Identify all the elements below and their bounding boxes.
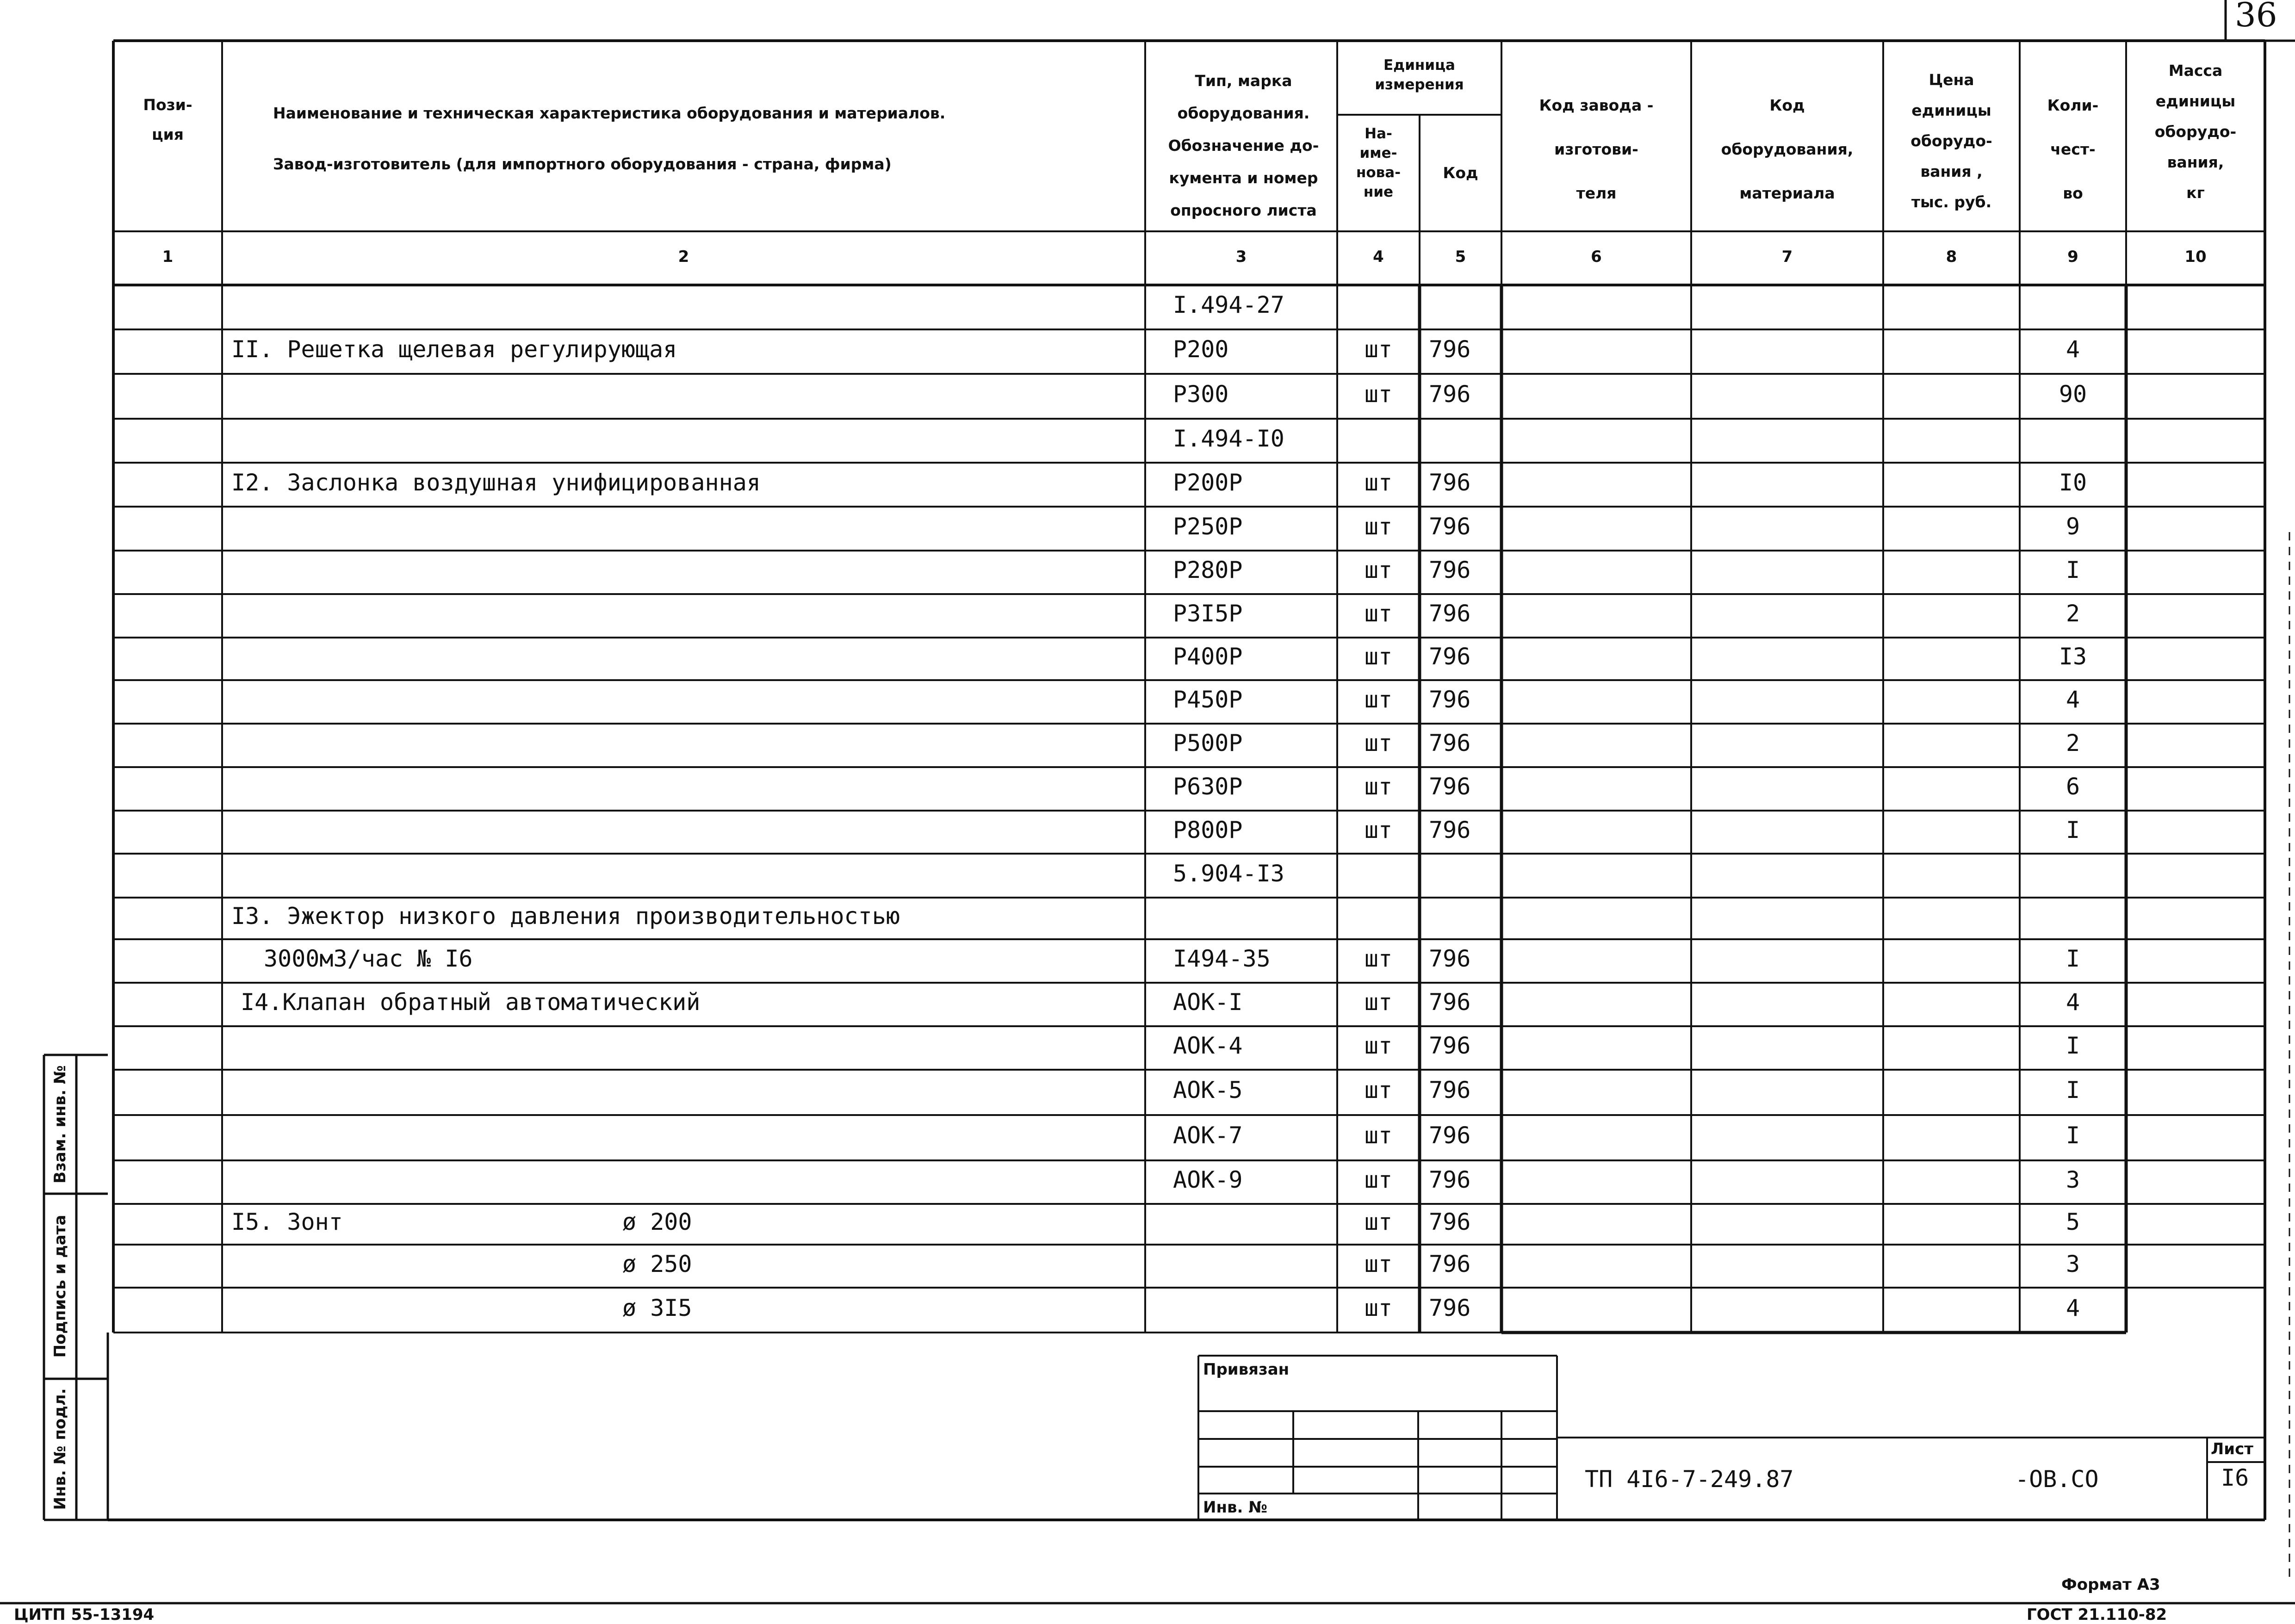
header-type <box>1152 65 1335 227</box>
header-text: Код завода - <box>1539 96 1654 114</box>
header-text: Наименование и техническая характеристика оборудования и материалов. <box>273 104 946 122</box>
item-unit: шт <box>1364 989 1393 1016</box>
item-quantity: 9 <box>2066 513 2080 540</box>
item-unit: шт <box>1364 730 1393 756</box>
item-name: I3. Эжектор низкого давления производительностью <box>231 903 900 930</box>
item-type: P3I5P <box>1173 600 1243 627</box>
item-unit: шт <box>1364 380 1393 408</box>
item-name: I5. Зонт <box>231 1209 343 1235</box>
header-text: оборудования. <box>1177 104 1310 122</box>
header-price <box>1883 65 2020 217</box>
header-material-code <box>1691 83 1883 215</box>
item-quantity: I0 <box>2059 469 2087 496</box>
item-type: P450P <box>1173 686 1243 713</box>
item-unit-code: 796 <box>1429 643 1471 670</box>
item-type: P200 <box>1173 336 1229 363</box>
header-text: теля <box>1576 184 1617 202</box>
item-type: P500P <box>1173 730 1243 756</box>
header-text: Коли- <box>2047 96 2099 114</box>
footer-right-code: ГОСТ 21.110-82 <box>2027 1605 2167 1624</box>
item-type: I494-35 <box>1173 945 1271 972</box>
column-number: 7 <box>1781 248 1793 266</box>
item-quantity: 3 <box>2066 1250 2080 1277</box>
header-text: Масса <box>2168 62 2223 80</box>
item-quantity: 5 <box>2066 1209 2080 1235</box>
item-name: I2. Заслонка воздушная унифицированная <box>231 469 761 496</box>
header-text: Обозначение до- <box>1168 136 1319 155</box>
header-quantity <box>2020 83 2126 215</box>
item-type: AOK-9 <box>1173 1166 1243 1193</box>
side-stamp-label: Взам. инв. № <box>51 1065 69 1184</box>
item-quantity: 4 <box>2066 989 2080 1016</box>
item-unit-code: 796 <box>1429 380 1471 408</box>
document-suffix: -OB.CO <box>2015 1466 2099 1493</box>
item-unit: шт <box>1364 600 1393 627</box>
column-number: 8 <box>1946 248 1957 266</box>
item-unit-code: 796 <box>1429 730 1471 756</box>
item-unit: шт <box>1364 1122 1393 1149</box>
item-unit-code: 796 <box>1429 945 1471 972</box>
item-unit: шт <box>1364 557 1393 583</box>
header-text: материала <box>1739 184 1835 202</box>
item-type: P250P <box>1173 513 1243 540</box>
header-text: единицы <box>1911 101 1991 119</box>
item-diameter: ø 250 <box>622 1250 692 1277</box>
item-quantity: I <box>2066 1122 2080 1149</box>
header-text: кумента и номер <box>1169 169 1318 187</box>
header-text: Код <box>1443 164 1478 182</box>
item-quantity: I3 <box>2059 643 2087 670</box>
item-type: 5.904-I3 <box>1173 860 1284 887</box>
header-text: кг <box>2186 184 2205 202</box>
item-name: I4.Клапан обратный автоматический <box>241 989 701 1016</box>
header-text: Цена <box>1929 71 1974 89</box>
item-name: II. Решетка щелевая регулирующая <box>231 336 677 363</box>
item-diameter: ø 200 <box>622 1209 692 1235</box>
item-unit-code: 796 <box>1429 336 1471 363</box>
item-unit: шт <box>1364 1250 1393 1277</box>
item-name: 3000м3/час № I6 <box>264 945 473 972</box>
item-unit-code: 796 <box>1429 773 1471 800</box>
item-quantity: 2 <box>2066 600 2080 627</box>
header-text: оборудования, <box>1721 140 1854 158</box>
header-text: во <box>2063 184 2083 202</box>
item-type: AOK-7 <box>1173 1122 1243 1149</box>
item-unit-code: 796 <box>1429 1122 1471 1149</box>
item-quantity: I <box>2066 816 2080 843</box>
item-unit: шт <box>1364 336 1393 363</box>
item-unit: шт <box>1364 469 1393 496</box>
header-text: изготови- <box>1554 140 1638 158</box>
item-unit-code: 796 <box>1429 1166 1471 1193</box>
item-unit-code: 796 <box>1429 1209 1471 1235</box>
header-text: Тип, марка <box>1195 72 1292 90</box>
footer-left-code: ЦИТП 55-13194 <box>14 1605 155 1624</box>
header-text: тыс. руб. <box>1911 193 1992 211</box>
header-mass <box>2126 56 2265 208</box>
item-quantity: 3 <box>2066 1166 2080 1193</box>
header-text: Код <box>1769 96 1805 114</box>
item-type: I.494-27 <box>1173 291 1284 318</box>
item-unit: шт <box>1364 773 1393 800</box>
header-unit-name <box>1337 124 1420 202</box>
item-quantity: 4 <box>2066 336 2080 363</box>
item-unit: шт <box>1364 1077 1393 1103</box>
item-unit: шт <box>1364 686 1393 713</box>
column-number: 4 <box>1373 248 1384 266</box>
header-text: Завод-изготовитель (для импортного оборудования - страна, фирма) <box>273 155 892 173</box>
item-quantity: 4 <box>2066 1294 2080 1321</box>
item-type: P800P <box>1173 816 1243 843</box>
item-quantity: 6 <box>2066 773 2080 800</box>
privyazan-label: Привязан <box>1203 1360 1290 1379</box>
item-unit: шт <box>1364 945 1393 972</box>
header-text: измерения <box>1375 76 1464 93</box>
header-text: чест- <box>2050 140 2096 158</box>
header-text: нова- <box>1356 164 1401 181</box>
item-quantity: 2 <box>2066 730 2080 756</box>
item-unit-code: 796 <box>1429 816 1471 843</box>
item-unit: шт <box>1364 643 1393 670</box>
item-unit-code: 796 <box>1429 1077 1471 1103</box>
header-text: оборудо- <box>1910 132 1992 150</box>
item-unit-code: 796 <box>1429 513 1471 540</box>
item-unit: шт <box>1364 1209 1393 1235</box>
item-unit: шт <box>1364 1032 1393 1059</box>
item-quantity: I <box>2066 945 2080 972</box>
document-code: ТП 4I6-7-249.87 <box>1585 1466 1794 1493</box>
item-unit: шт <box>1364 513 1393 540</box>
item-unit: шт <box>1364 1166 1393 1193</box>
header-text: вания, <box>2167 153 2224 171</box>
item-diameter: ø 3I5 <box>622 1294 692 1321</box>
header-text: оборудо- <box>2154 123 2237 141</box>
header-name <box>231 88 1180 190</box>
item-unit-code: 796 <box>1429 1294 1471 1321</box>
item-type: P400P <box>1173 643 1243 670</box>
item-type: P280P <box>1173 557 1243 583</box>
inv-no-label: Инв. № <box>1203 1498 1268 1517</box>
item-quantity: 90 <box>2059 380 2087 408</box>
header-text: име- <box>1359 145 1397 161</box>
item-type: I.494-I0 <box>1173 425 1284 452</box>
item-unit: шт <box>1364 1294 1393 1321</box>
item-type: AOK-5 <box>1173 1077 1243 1103</box>
column-number: 2 <box>678 248 689 266</box>
header-text: Пози- <box>143 96 192 114</box>
item-type: AOK-I <box>1173 989 1243 1016</box>
item-unit-code: 796 <box>1429 557 1471 583</box>
header-unit-group <box>1337 56 1501 94</box>
column-number: 3 <box>1235 248 1247 266</box>
column-number: 10 <box>2184 248 2207 266</box>
item-unit-code: 796 <box>1429 1032 1471 1059</box>
item-type: P630P <box>1173 773 1243 800</box>
item-unit-code: 796 <box>1429 469 1471 496</box>
format-label: Формат A3 <box>2061 1575 2160 1594</box>
side-stamp-label: Подпись и дата <box>51 1215 69 1358</box>
item-unit-code: 796 <box>1429 1250 1471 1277</box>
header-position <box>113 90 222 149</box>
column-number: 9 <box>2067 248 2078 266</box>
item-unit: шт <box>1364 816 1393 843</box>
header-text: На- <box>1365 125 1392 142</box>
list-number: I6 <box>2221 1464 2249 1491</box>
header-text: Единица <box>1383 57 1455 74</box>
sheet-corner-number: 36 <box>2235 0 2277 34</box>
column-number: 5 <box>1455 248 1466 266</box>
item-unit-code: 796 <box>1429 600 1471 627</box>
item-unit-code: 796 <box>1429 686 1471 713</box>
item-quantity: 4 <box>2066 686 2080 713</box>
header-unit-code <box>1420 158 1501 188</box>
column-number: 1 <box>162 248 174 266</box>
header-text: единицы <box>2155 92 2236 110</box>
header-text: ние <box>1363 184 1394 200</box>
item-quantity: I <box>2066 1077 2080 1103</box>
side-stamp-label: Инв. № подл. <box>51 1388 69 1510</box>
header-factory-code <box>1501 83 1691 215</box>
item-type: P200P <box>1173 469 1243 496</box>
item-quantity: I <box>2066 1032 2080 1059</box>
item-unit-code: 796 <box>1429 989 1471 1016</box>
item-type: P300 <box>1173 380 1229 408</box>
header-text: ция <box>152 125 184 143</box>
header-text: вания , <box>1920 162 1983 180</box>
item-type: AOK-4 <box>1173 1032 1243 1059</box>
column-number: 6 <box>1591 248 1602 266</box>
list-label: Лист <box>2211 1440 2253 1458</box>
header-text: опросного листа <box>1170 201 1317 219</box>
item-quantity: I <box>2066 557 2080 583</box>
